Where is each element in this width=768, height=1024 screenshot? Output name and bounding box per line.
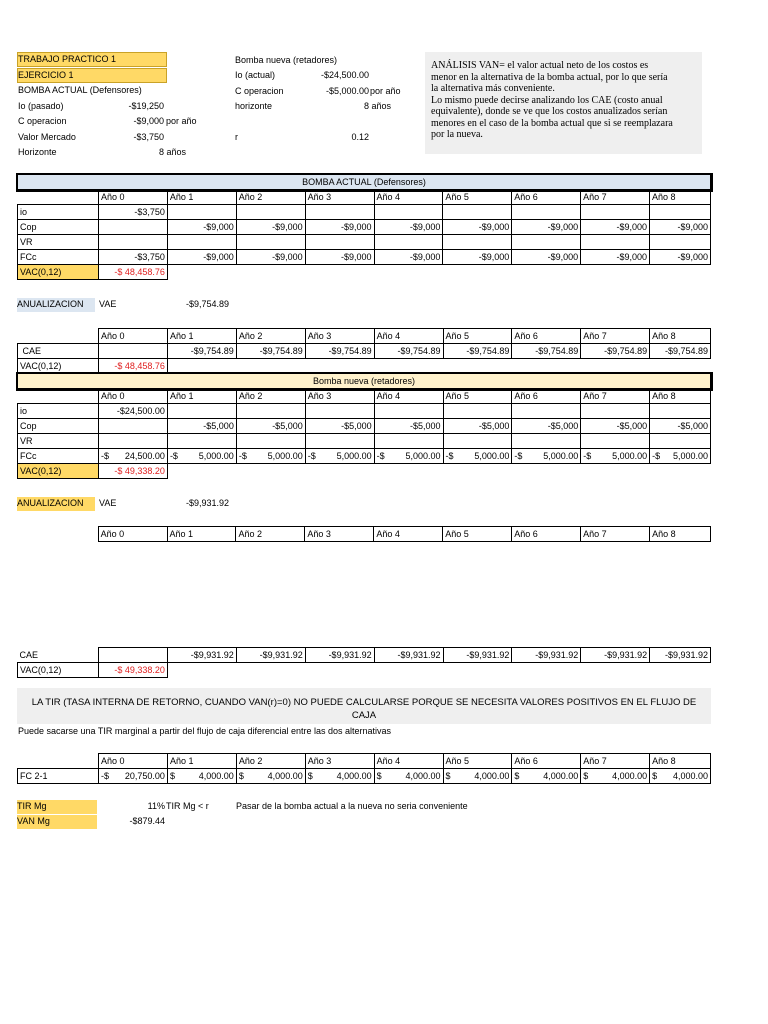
row-label: io <box>18 205 99 220</box>
year-header: Año 5 <box>443 527 512 542</box>
analysis-note <box>425 52 702 154</box>
year-header: Año 7 <box>581 389 650 404</box>
year-header: Año 2 <box>236 389 305 404</box>
cell: -$9,000 <box>443 250 512 265</box>
year-header: Año 8 <box>650 329 711 344</box>
cell: -$9,931.92 <box>581 648 650 663</box>
row-label: VR <box>18 235 99 250</box>
anualizacion-label-1: ANUALIZACION <box>17 298 95 312</box>
year-header: Año 6 <box>512 329 581 344</box>
year-header: Año 7 <box>581 527 650 542</box>
table-row <box>18 419 711 434</box>
io-actual-label: Io (actual) <box>235 70 276 80</box>
vac-value: -$ 49,338.20 <box>99 464 168 479</box>
cell: $ 4,000.00 <box>374 769 443 784</box>
cell: -$ 5,000.00 <box>443 449 512 464</box>
year-header: Año 4 <box>374 527 443 542</box>
year-header: Año 6 <box>512 527 581 542</box>
year-header: Año 8 <box>650 190 711 205</box>
year-header: Año 8 <box>650 754 711 769</box>
io-pasado-value: -$19,250 <box>128 101 164 111</box>
horiz-value: 8 años <box>159 147 187 157</box>
anualizacion-label-2: ANUALIZACION <box>17 497 95 511</box>
marginal-note: Puede sacarse una TIR marginal a partir del flujo de caja diferencial entre las dos alternativas <box>18 726 392 736</box>
cell: -$9,000 <box>650 220 711 235</box>
cell: -$9,931.92 <box>443 648 512 663</box>
year-header: Año 4 <box>374 329 443 344</box>
vac-label: VAC(0,12) <box>18 663 99 678</box>
cell: $ 4,000.00 <box>167 769 236 784</box>
cell: $ 4,000.00 <box>512 769 581 784</box>
table-row <box>18 250 711 265</box>
year-header: Año 1 <box>167 190 236 205</box>
year-header: Año 1 <box>167 329 236 344</box>
table-years-nueva <box>17 526 711 542</box>
tir-note <box>17 688 711 724</box>
row-label: CAE <box>18 344 99 359</box>
cell: -$9,931.92 <box>374 648 443 663</box>
cell: -$5,000 <box>167 419 236 434</box>
cell: -$ 5,000.00 <box>650 449 711 464</box>
year-header: Año 4 <box>374 754 443 769</box>
table-row <box>18 404 711 419</box>
year-header: Año 8 <box>650 527 711 542</box>
year-header: Año 8 <box>650 389 711 404</box>
table-row <box>18 389 711 404</box>
r-label: r <box>235 132 238 142</box>
cell: -$9,931.92 <box>167 648 236 663</box>
defensor-label: BOMBA ACTUAL (Defensores) <box>18 85 142 95</box>
year-header: Año 6 <box>512 190 581 205</box>
table-row <box>18 235 711 250</box>
cell: -$9,000 <box>374 250 443 265</box>
tir-mg-value: 11% <box>147 801 165 811</box>
cell: -$5,000 <box>305 419 374 434</box>
note-line: menor en la alternativa de la bomba actual, por lo que sería <box>431 71 668 83</box>
cop-unit: por año <box>166 116 197 126</box>
cop2-label: C operacion <box>235 86 284 96</box>
year-header: Año 5 <box>443 389 512 404</box>
cell: -$9,754.89 <box>650 344 711 359</box>
year-header: Año 4 <box>374 389 443 404</box>
year-header: Año 0 <box>99 754 168 769</box>
table-row <box>17 527 711 542</box>
io-actual-value: -$24,500.00 <box>320 70 369 80</box>
horiz2-label: horizonte <box>235 101 273 111</box>
year-header: Año 7 <box>581 190 650 205</box>
row-label: CAE <box>18 648 99 663</box>
cell: -$5,000 <box>650 419 711 434</box>
title-2: EJERCICIO 1 <box>18 70 74 80</box>
year-header: Año 5 <box>443 190 512 205</box>
vae-value-2: -$9,931.92 <box>186 498 230 508</box>
row-label: Cop <box>18 220 99 235</box>
table-row <box>18 754 711 769</box>
cell: -$ 5,000.00 <box>512 449 581 464</box>
cop-label: C operacion <box>18 116 67 126</box>
cell: -$9,000 <box>236 250 305 265</box>
table-row <box>18 205 711 220</box>
year-header: Año 6 <box>512 389 581 404</box>
cop2-unit: por año <box>370 86 401 96</box>
cell: -$ 5,000.00 <box>167 449 236 464</box>
year-header: Año 3 <box>305 329 374 344</box>
vac-label: VAC(0,12) <box>18 359 99 374</box>
vae-value-1: -$9,754.89 <box>186 299 230 309</box>
note-line: equivalente), donde se ve que los costos anualizados serían <box>431 106 668 117</box>
cell: -$3,750 <box>99 205 168 220</box>
cell: -$ 20,750.00 <box>99 769 168 784</box>
note-line: ANÁLISIS VAN= el valor actual neto de los costos es <box>431 60 649 71</box>
vac-label: VAC(0,12) <box>18 464 99 479</box>
title-cell-2 <box>17 68 167 83</box>
vac-value: -$ 49,338.20 <box>99 663 168 678</box>
year-header: Año 1 <box>167 389 236 404</box>
year-header: Año 0 <box>99 389 168 404</box>
year-header: Año 1 <box>167 527 236 542</box>
table-row <box>18 344 711 359</box>
cell: -$9,931.92 <box>236 648 305 663</box>
cell: -$5,000 <box>581 419 650 434</box>
table-row <box>18 449 711 464</box>
title-cell-1 <box>17 52 167 67</box>
cell: -$9,000 <box>167 220 236 235</box>
cell: -$9,000 <box>167 250 236 265</box>
cell: $ 4,000.00 <box>443 769 512 784</box>
year-header: Año 3 <box>305 389 374 404</box>
cell: -$9,000 <box>305 220 374 235</box>
year-header: Año 7 <box>581 754 650 769</box>
cell: -$5,000 <box>443 419 512 434</box>
year-header: Año 2 <box>236 329 305 344</box>
cell: -$9,754.89 <box>305 344 374 359</box>
vac-value: -$ 48,458.76 <box>99 265 168 280</box>
cop2-value: -$5,000.00 <box>325 86 369 96</box>
year-header: Año 2 <box>236 754 305 769</box>
year-header: Año 7 <box>581 329 650 344</box>
title-1: TRABAJO PRACTICO 1 <box>18 54 117 64</box>
table-row <box>18 648 711 663</box>
table-cae-nueva <box>17 647 711 678</box>
table-row <box>18 663 711 678</box>
year-header: Año 2 <box>236 190 305 205</box>
row-label: Cop <box>18 419 99 434</box>
cell: -$9,000 <box>305 250 374 265</box>
row-label: io <box>18 404 99 419</box>
van-mg-value: -$879.44 <box>129 816 165 826</box>
year-header: Año 6 <box>512 754 581 769</box>
cell: -$9,000 <box>650 250 711 265</box>
horiz2-value: 8 años <box>364 101 392 111</box>
cell: -$ 5,000.00 <box>236 449 305 464</box>
cell: -$9,931.92 <box>650 648 711 663</box>
cell: $ 4,000.00 <box>650 769 711 784</box>
year-header: Año 5 <box>443 754 512 769</box>
tir-mg-label: TIR Mg <box>17 800 97 814</box>
cell: -$9,754.89 <box>236 344 305 359</box>
cell: -$ 5,000.00 <box>305 449 374 464</box>
cell: -$ 5,000.00 <box>374 449 443 464</box>
table-title: BOMBA ACTUAL (Defensores) <box>18 175 711 190</box>
cop-value: -$9,000 <box>133 116 164 126</box>
tir-note-line: CAJA <box>351 710 377 721</box>
cell: -$9,931.92 <box>305 648 374 663</box>
table-row <box>18 265 711 280</box>
table-row <box>18 434 711 449</box>
van-mg-label: VAN Mg <box>17 815 97 829</box>
table-title: Bomba nueva (retadores) <box>18 374 711 389</box>
cell: -$9,754.89 <box>443 344 512 359</box>
cell: -$9,754.89 <box>374 344 443 359</box>
year-header: Año 3 <box>305 527 374 542</box>
cell: -$9,000 <box>443 220 512 235</box>
cell: -$5,000 <box>512 419 581 434</box>
table-row <box>18 769 711 784</box>
tir-note-line: LA TIR (TASA INTERNA DE RETORNO, CUANDO VAN(r)=0) NO PUEDE CALCULARSE PORQUE SE NECESITA VALORES POSITIVOS EN EL FLUJO DE <box>31 697 697 708</box>
year-header: Año 4 <box>374 190 443 205</box>
cell: $ 4,000.00 <box>581 769 650 784</box>
horiz-label: Horizonte <box>18 147 57 157</box>
row-label: VR <box>18 434 99 449</box>
year-header: Año 0 <box>98 527 167 542</box>
cell: -$24,500.00 <box>99 404 168 419</box>
cell: -$9,931.92 <box>512 648 581 663</box>
year-header: Año 3 <box>305 190 374 205</box>
cell: -$3,750 <box>99 250 168 265</box>
year-header: Año 0 <box>99 329 168 344</box>
table-cae-actual <box>17 328 711 479</box>
vm-value: -$3,750 <box>133 132 164 142</box>
cell: -$9,000 <box>374 220 443 235</box>
table-bomba-actual <box>17 174 711 280</box>
cell: $ 4,000.00 <box>305 769 374 784</box>
table-row <box>18 329 711 344</box>
cell: $ 4,000.00 <box>236 769 305 784</box>
tir-mg-compare: TIR Mg < r <box>166 801 209 811</box>
table-row <box>18 464 711 479</box>
cell: -$5,000 <box>374 419 443 434</box>
cell: -$9,754.89 <box>512 344 581 359</box>
note-line: menores en el caso de la bomba actual que si se reemplazara <box>431 117 673 129</box>
row-label: FC 2-1 <box>18 769 99 784</box>
cell: -$5,000 <box>236 419 305 434</box>
cell: -$9,000 <box>236 220 305 235</box>
vac-value: -$ 48,458.76 <box>99 359 168 374</box>
note-line: la alternativa más conveniente. <box>431 83 555 94</box>
cell: -$9,754.89 <box>581 344 650 359</box>
year-header: Año 5 <box>443 329 512 344</box>
cell: -$9,000 <box>581 250 650 265</box>
conclusion: Pasar de la bomba actual a la nueva no seria conveniente <box>236 801 468 811</box>
cell: -$ 5,000.00 <box>581 449 650 464</box>
note-line: por la nueva. <box>431 129 483 140</box>
table-row <box>18 190 711 205</box>
vae-label-1: VAE <box>99 299 117 309</box>
table-row <box>18 220 711 235</box>
cell: -$9,754.89 <box>167 344 236 359</box>
cell: -$9,000 <box>512 220 581 235</box>
vac-label: VAC(0,12) <box>18 265 99 280</box>
year-header: Año 2 <box>236 527 305 542</box>
table-row <box>18 359 711 374</box>
nueva-label: Bomba nueva (retadores) <box>235 55 338 65</box>
row-label: FCc <box>18 449 99 464</box>
year-header: Año 0 <box>99 190 168 205</box>
cell: -$ 24,500.00 <box>99 449 168 464</box>
table-fc-diferencial <box>17 753 711 784</box>
io-pasado-label: Io (pasado) <box>18 101 64 111</box>
year-header: Año 1 <box>167 754 236 769</box>
row-label: FCc <box>18 250 99 265</box>
vm-label: Valor Mercado <box>18 132 76 142</box>
cell: -$9,000 <box>512 250 581 265</box>
r-value: 0.12 <box>351 132 369 142</box>
note-line: Lo mismo puede decirse analizando los CAE (costo anual <box>431 94 663 106</box>
vae-label-2: VAE <box>99 498 117 508</box>
cell: -$9,000 <box>581 220 650 235</box>
year-header: Año 3 <box>305 754 374 769</box>
